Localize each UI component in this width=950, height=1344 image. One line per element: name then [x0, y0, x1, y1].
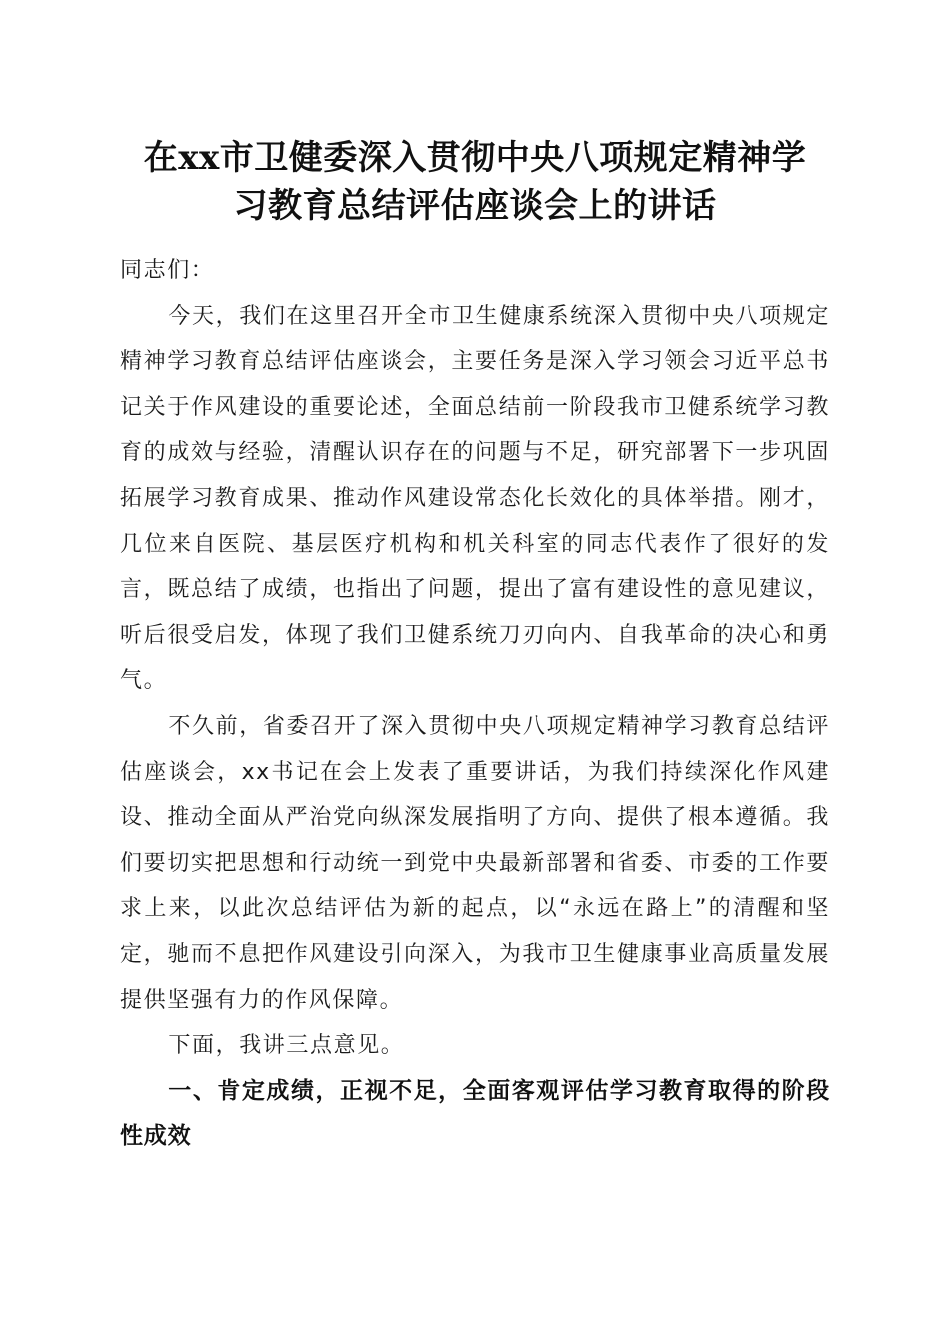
document-title-line-2: 习教育总结评估座谈会上的讲话 — [233, 186, 717, 226]
section-heading-1: 一、肯定成绩，正视不足，全面客观评估学习教育取得的阶段性成效 — [120, 1077, 830, 1150]
document-body — [120, 248, 830, 1160]
salutation: 同志们： — [120, 258, 215, 283]
paragraph-provincial-meeting: 不久前，省委召开了深入贯彻中央八项规定精神学习教育总结评估座谈会，xx书记在会上发表了重要讲话，为我们持续深化作风建设、推动全面从严治党向纵深发展指明了方向、提供了根本遵循。我们要切实把思想和行动统一到党中央最新部署和省委、市委的工作要求上来，以此次总结评估为新的起点，以“永远在路上”的清醒和坚定，驰而不息把作风建设引向深入，为我市卫生健康事业高质量发展提供坚强有力的作风保障。 — [120, 713, 830, 1013]
document-title — [110, 134, 840, 230]
document-title-line-1: 在xx市卫健委深入贯彻中央八项规定精神学 — [143, 138, 807, 178]
paragraph-three-points: 下面，我讲三点意见。 — [168, 1033, 405, 1059]
paragraph-opening: 今天，我们在这里召开全市卫生健康系统深入贯彻中央八项规定精神学习教育总结评估座谈会，主要任务是深入学习领会习近平总书记关于作风建设的重要论述，全面总结前一阶段我市卫健系统学习教育的成效与经验，清醒认识存在的问题与不足，研究部署下一步巩固拓展学习教育成果、推动作风建设常态化长效化的具体举措。刚才，几位来自医院、基层医疗机构和机关科室的同志代表作了很好的发言，既总结了成绩，也指出了问题，提出了富有建设性的意见建议，听后很受启发，体现了我们卫健系统刀刃向内、自我革命的决心和勇气。 — [120, 303, 830, 694]
